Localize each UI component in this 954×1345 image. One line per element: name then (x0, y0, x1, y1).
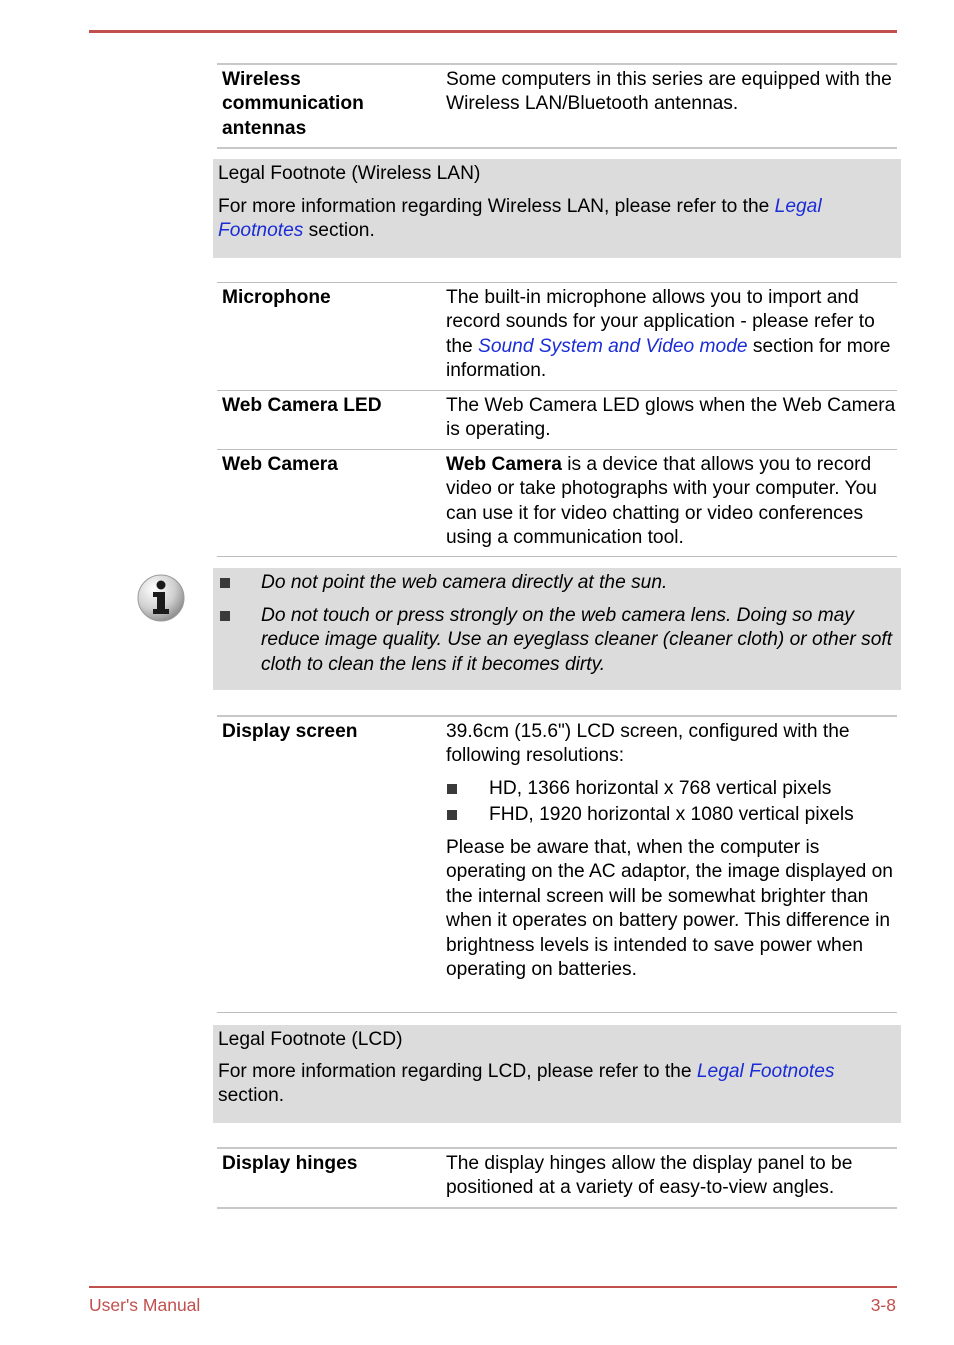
legal-footnote-lcd-title: Legal Footnote (LCD) (218, 1029, 403, 1050)
table-divider (217, 63, 897, 65)
term-display-hinges: Display hinges (222, 1153, 358, 1174)
legal-footnote-wlan-text (218, 195, 893, 244)
note-item: Do not point the web camera directly at the sun. (261, 572, 668, 593)
legal-footnote-lcd-box (213, 1025, 901, 1123)
desc-display-screen-intro: 39.6cm (15.6") LCD screen, configured with the following resolutions: (446, 721, 850, 767)
desc-display-hinges: The display hinges allow the display panel to be positioned at a variety of easy-to-view angles. (446, 1153, 853, 1199)
legal-footnote-lcd-text (218, 1060, 893, 1109)
legal-footnotes-link[interactable]: Legal Footnotes (696, 1061, 835, 1082)
term-web-camera: Web Camera (222, 454, 338, 475)
desc-microphone (446, 286, 896, 384)
term-display-screen: Display screen (222, 721, 358, 742)
resolution-item: HD, 1366 horizontal x 768 vertical pixels (489, 778, 832, 799)
note-item: Do not touch or press strongly on the web camera lens. Doing so may reduce image quality. Use an eyeglass cleaner (cleaner cloth) or other soft cloth to clean the lens if it becomes dirty. (261, 605, 893, 675)
table-divider (217, 1207, 897, 1209)
legal-footnote-wlan-box (213, 159, 901, 258)
bullet-icon (220, 611, 230, 621)
desc-web-camera-led: The Web Camera LED glows when the Web Camera is operating. (446, 395, 896, 441)
footnote-text: For more information regarding Wireless LAN, please refer to the (218, 196, 775, 217)
table-divider (217, 390, 897, 391)
desc-text: is a device that allows you to record video or take photographs with your computer. You can use it for video chatting or video conferences using a communication tool. (446, 454, 877, 549)
bullet-icon (447, 784, 457, 794)
header-rule (89, 30, 897, 33)
term-microphone: Microphone (222, 287, 331, 308)
bullet-icon (447, 810, 457, 820)
footer-rule (89, 1286, 897, 1288)
term-wireless-antennas: Wireless communication antennas (222, 69, 364, 139)
footer-manual-title: User's Manual (89, 1295, 201, 1315)
desc-display-screen-para: Please be aware that, when the computer is operating on the AC adaptor, the image displayed on the internal screen will be somewhat brighter than when it operates on battery power. This difference in brightness levels is intended to save power when operating on batteries. (446, 837, 893, 981)
table-divider (217, 449, 897, 450)
table-divider (217, 1012, 897, 1013)
table-divider (217, 556, 897, 557)
term-web-camera-led: Web Camera LED (222, 395, 382, 416)
info-icon (136, 573, 186, 623)
desc-wireless-antennas: Some computers in this series are equipped with the Wireless LAN/Bluetooth antennas. (446, 69, 892, 115)
footnote-text: For more information regarding LCD, please refer to the (218, 1061, 697, 1082)
footnote-text: section. (303, 220, 375, 242)
desc-text: section for more information. (446, 335, 891, 382)
table-divider (217, 715, 897, 717)
table-divider (217, 282, 897, 283)
table-divider (217, 147, 897, 149)
note-box (213, 568, 901, 690)
desc-web-camera (446, 453, 896, 551)
sound-system-link[interactable]: Sound System and Video mode (478, 335, 748, 357)
resolution-item: FHD, 1920 horizontal x 1080 vertical pixels (489, 804, 854, 825)
table-divider (217, 1147, 897, 1149)
desc-text: The built-in microphone allows you to import and record sounds for your application - please refer to the (446, 287, 875, 357)
legal-footnotes-link[interactable]: Legal Footnotes (218, 196, 822, 242)
legal-footnote-wlan-title: Legal Footnote (Wireless LAN) (218, 163, 481, 184)
desc-bold: Web Camera (446, 454, 562, 475)
footnote-text: section. (218, 1085, 285, 1107)
page-number: 3-8 (870, 1295, 896, 1315)
bullet-icon (220, 578, 230, 588)
